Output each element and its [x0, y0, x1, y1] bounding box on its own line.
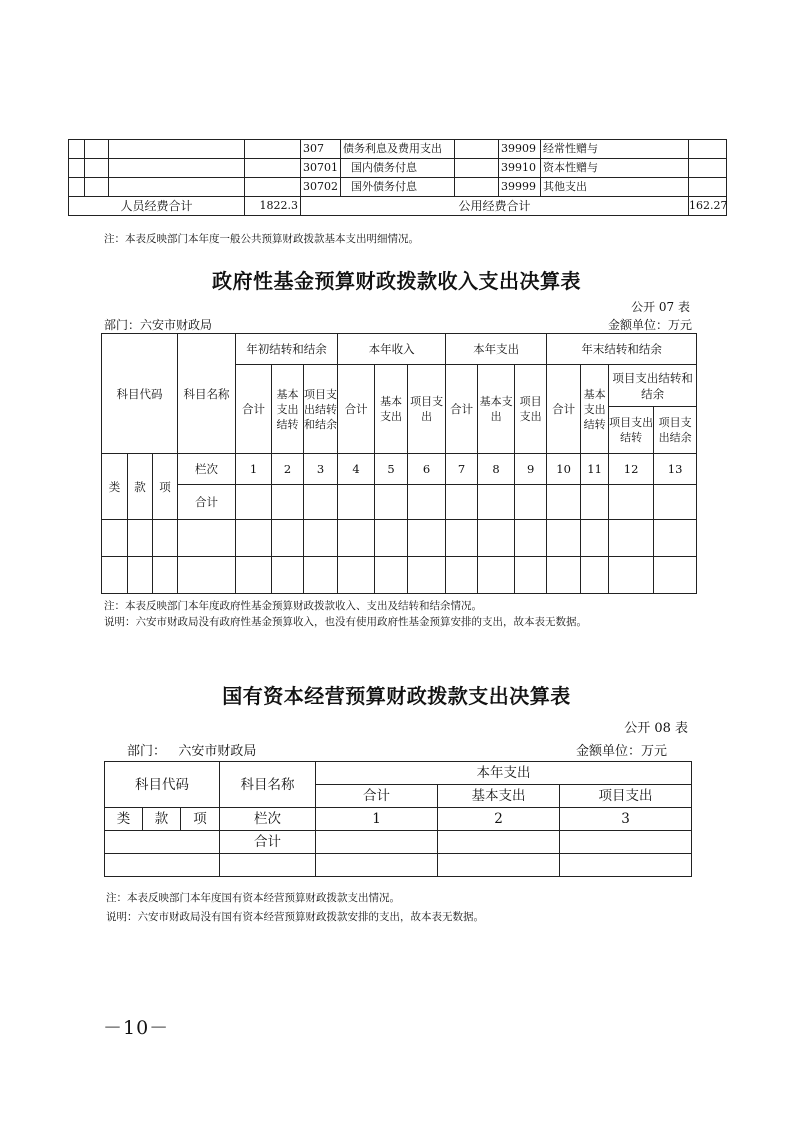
public-total-value: 162.27 — [689, 197, 727, 216]
page-number: －10－ — [103, 1017, 170, 1039]
basic-expense-header: 基本支出 — [438, 785, 560, 808]
column-number: 9 — [515, 454, 547, 485]
economic-code: 307 — [301, 140, 341, 159]
table-row — [102, 520, 697, 557]
closing-balance-header: 年末结转和结余 — [547, 334, 697, 365]
subject-name-header: 科目名称 — [220, 762, 316, 808]
totals-row — [69, 197, 727, 216]
sum-label: 合计 — [220, 831, 316, 854]
table2-form-number: 公开 07 表 — [631, 300, 690, 314]
sum-row — [105, 831, 692, 854]
xiang-header: 项 — [153, 454, 178, 520]
subject-code-header: 科目代码 — [102, 334, 178, 454]
column-number: 1 — [236, 454, 272, 485]
table3-department: 部门： 六安市财政局 — [127, 744, 257, 759]
closing-basic-balance-header: 基本支出结转 — [581, 365, 609, 454]
opening-basic-balance-header: 基本支出结转 — [272, 365, 304, 454]
income-header: 本年收入 — [338, 334, 446, 365]
sum-row — [102, 485, 697, 520]
column-number: 13 — [654, 454, 697, 485]
economic-name: 资本性赠与 — [541, 159, 689, 178]
total-header: 合计 — [316, 785, 438, 808]
table3-explanation: 说明：六安市财政局没有国有资本经营预算财政拨款安排的支出，故本表无数据。 — [106, 911, 484, 923]
subject-code-header: 科目代码 — [105, 762, 220, 808]
income-basic-header: 基本支出 — [375, 365, 408, 454]
economic-name: 债务利息及费用支出 — [341, 140, 455, 159]
column-number: 3 — [304, 454, 338, 485]
column-no-label: 栏次 — [178, 454, 236, 485]
table2-title: 政府性基金预算财政拨款收入支出决算表 — [212, 269, 581, 293]
expense-basic-header: 基本支出 — [478, 365, 515, 454]
table2-unit: 金额单位：万元 — [607, 318, 692, 332]
column-number: 5 — [375, 454, 408, 485]
personnel-total-label: 人员经费合计 — [69, 197, 245, 216]
income-total-header: 合计 — [338, 365, 375, 454]
economic-code: 30702 — [301, 178, 341, 197]
table2-department: 部门：六安市财政局 — [104, 318, 213, 332]
gov-fund-budget-table — [101, 333, 697, 594]
economic-code: 39909 — [499, 140, 541, 159]
column-number: 3 — [560, 808, 692, 831]
table1-note: 注：本表反映部门本年度一般公共预算财政拨款基本支出明细情况。 — [104, 233, 419, 245]
state-capital-budget-table — [104, 761, 692, 877]
xiang-header: 项 — [181, 808, 220, 831]
table-row — [69, 140, 727, 159]
expense-header: 本年支出 — [446, 334, 547, 365]
header-row — [102, 334, 697, 365]
income-project-header: 项目支出 — [408, 365, 446, 454]
lei-header: 类 — [102, 454, 128, 520]
table-row — [102, 557, 697, 594]
economic-name: 其他支出 — [541, 178, 689, 197]
lei-header: 类 — [105, 808, 143, 831]
column-no-label: 栏次 — [220, 808, 316, 831]
economic-code: 30701 — [301, 159, 341, 178]
basic-expense-detail-table-continued — [68, 139, 727, 216]
economic-code: 39910 — [499, 159, 541, 178]
column-number: 11 — [581, 454, 609, 485]
project-carryover-header: 项目支出结转 — [609, 407, 654, 454]
column-number: 4 — [338, 454, 375, 485]
opening-balance-header: 年初结转和结余 — [236, 334, 338, 365]
public-total-label: 公用经费合计 — [301, 197, 689, 216]
column-number: 6 — [408, 454, 446, 485]
table-row — [69, 159, 727, 178]
kuan-header: 款 — [128, 454, 153, 520]
column-number: 7 — [446, 454, 478, 485]
table-row — [105, 854, 692, 877]
opening-project-balance-header: 项目支出结转和结余 — [304, 365, 338, 454]
column-number-row — [102, 454, 697, 485]
table3-form-number: 公开 08 表 — [624, 721, 688, 736]
column-number: 10 — [547, 454, 581, 485]
kuan-header: 款 — [143, 808, 181, 831]
sum-label: 合计 — [178, 485, 236, 520]
project-expense-header: 项目支出 — [560, 785, 692, 808]
personnel-total-value: 1822.3 — [245, 197, 301, 216]
table3-note: 注：本表反映部门本年度国有资本经营预算财政拨款支出情况。 — [106, 892, 400, 904]
table2-note: 注：本表反映部门本年度政府性基金预算财政拨款收入、支出及结转和结余情况。 — [104, 600, 482, 612]
closing-total-header: 合计 — [547, 365, 581, 454]
current-expense-header: 本年支出 — [316, 762, 692, 785]
economic-name: 国内债务付息 — [341, 159, 455, 178]
column-number: 2 — [438, 808, 560, 831]
table3-title: 国有资本经营预算财政拨款支出决算表 — [222, 684, 571, 708]
table3-unit: 金额单位：万元 — [575, 744, 667, 759]
closing-project-balance-header: 项目支出结转和结余 — [609, 365, 697, 407]
table-row — [69, 178, 727, 197]
subject-name-header: 科目名称 — [178, 334, 236, 454]
opening-total-header: 合计 — [236, 365, 272, 454]
column-number: 12 — [609, 454, 654, 485]
column-number: 8 — [478, 454, 515, 485]
header-row — [105, 762, 692, 785]
economic-name: 经常性赠与 — [541, 140, 689, 159]
economic-name: 国外债务付息 — [341, 178, 455, 197]
project-surplus-header: 项目支出结余 — [654, 407, 697, 454]
economic-code: 39999 — [499, 178, 541, 197]
column-number: 2 — [272, 454, 304, 485]
expense-total-header: 合计 — [446, 365, 478, 454]
column-number: 1 — [316, 808, 438, 831]
table2-explanation: 说明：六安市财政局没有政府性基金预算收入，也没有使用政府性基金预算安排的支出，故本表无数据。 — [104, 616, 587, 628]
expense-project-header: 项目支出 — [515, 365, 547, 454]
column-number-row — [105, 808, 692, 831]
